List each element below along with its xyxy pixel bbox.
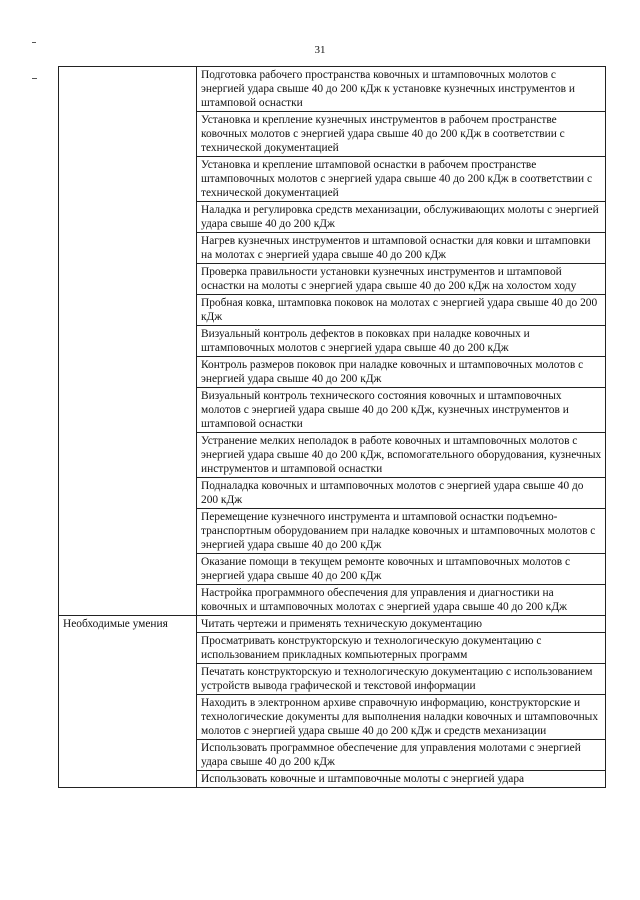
page-number: 31 — [314, 44, 326, 56]
table-cell: Визуальный контроль дефектов в поковках при наладке ковочных и штамповочных молотов с энергией удара свыше 40 до 200 кДж — [197, 326, 606, 357]
table-cell: Настройка программного обеспечения для управления и диагностики на ковочных и штамповочных молотах с энергией удара свыше 40 до 200 кДж — [197, 585, 606, 616]
table-cell: Визуальный контроль технического состояния ковочных и штамповочных молотов с энергией удара свыше 40 до 200 кДж, кузнечных инструментов и штамповой оснастки — [197, 388, 606, 433]
table-cell: Установка и крепление штамповой оснастки в рабочем пространстве штамповочных молотов с энергией удара свыше 40 до 200 кДж в соответствии с технической документацией — [197, 157, 606, 202]
table-cell: Пробная ковка, штамповка поковок на молотах с энергией удара свыше 40 до 200 кДж — [197, 295, 606, 326]
table-cell: Находить в электронном архиве справочную информацию, конструкторские и технологические документы для выполнения наладки ковочных и штамповочных молотов с энергией удара свыше 40 до 200 кДж и средств механизации — [197, 695, 606, 740]
table-cell: Проверка правильности установки кузнечных инструментов и штамповой оснастки на молоты с энергией удара свыше 40 до 200 кДж на холостом ходу — [197, 264, 606, 295]
table-cell: Наладка и регулировка средств механизации, обслуживающих молоты с энергией удара свыше 40 до 200 кДж — [197, 202, 606, 233]
labor-actions-label-cell — [59, 67, 197, 616]
table-cell: Устранение мелких неполадок в работе ковочных и штамповочных молотов с энергией удара свыше 40 до 200 кДж, вспомогательного оборудования, кузнечных инструментов и штамповой оснастки — [197, 433, 606, 478]
table-cell: Печатать конструкторскую и технологическую документацию с использованием устройств вывода графической и текстовой информации — [197, 664, 606, 695]
table-cell: Использовать программное обеспечение для управления молотами с энергией удара свыше 40 до 200 кДж — [197, 740, 606, 771]
table-cell: Просматривать конструкторскую и технологическую документацию с использованием прикладных компьютерных программ — [197, 633, 606, 664]
table-cell: Читать чертежи и применять техническую документацию — [197, 616, 606, 633]
table-row — [59, 616, 606, 633]
table-cell: Оказание помощи в текущем ремонте ковочных и штамповочных молотов с энергией удара свыше 40 до 200 кДж — [197, 554, 606, 585]
table-cell: Контроль размеров поковок при наладке ковочных и штамповочных молотов с энергией удара свыше 40 до 200 кДж — [197, 357, 606, 388]
table-cell: Установка и крепление кузнечных инструментов в рабочем пространстве ковочных молотов с энергией удара свыше 40 до 200 кДж в соответствии с технической документацией — [197, 112, 606, 157]
margin-mark — [32, 42, 36, 43]
skills-label-cell: Необходимые умения — [59, 616, 197, 788]
table-cell: Подналадка ковочных и штамповочных молотов с энергией удара свыше 40 до 200 кДж — [197, 478, 606, 509]
table-row — [59, 67, 606, 112]
table-cell: Перемещение кузнечного инструмента и штамповой оснастки подъемно-транспортным оборудованием при наладке ковочных и штамповочных молотов с энергией удара свыше 40 до 200 кДж — [197, 509, 606, 554]
table-cell: Нагрев кузнечных инструментов и штамповой оснастки для ковки и штамповки на молотах с энергией удара свыше 40 до 200 кДж — [197, 233, 606, 264]
labor-functions-table — [58, 66, 606, 788]
table-cell: Использовать ковочные и штамповочные молоты с энергией удара — [197, 771, 606, 788]
margin-mark — [32, 78, 37, 79]
table-cell: Подготовка рабочего пространства ковочных и штамповочных молотов с энергией удара свыше 40 до 200 кДж к установке кузнечных инструментов и штамповой оснастки — [197, 67, 606, 112]
